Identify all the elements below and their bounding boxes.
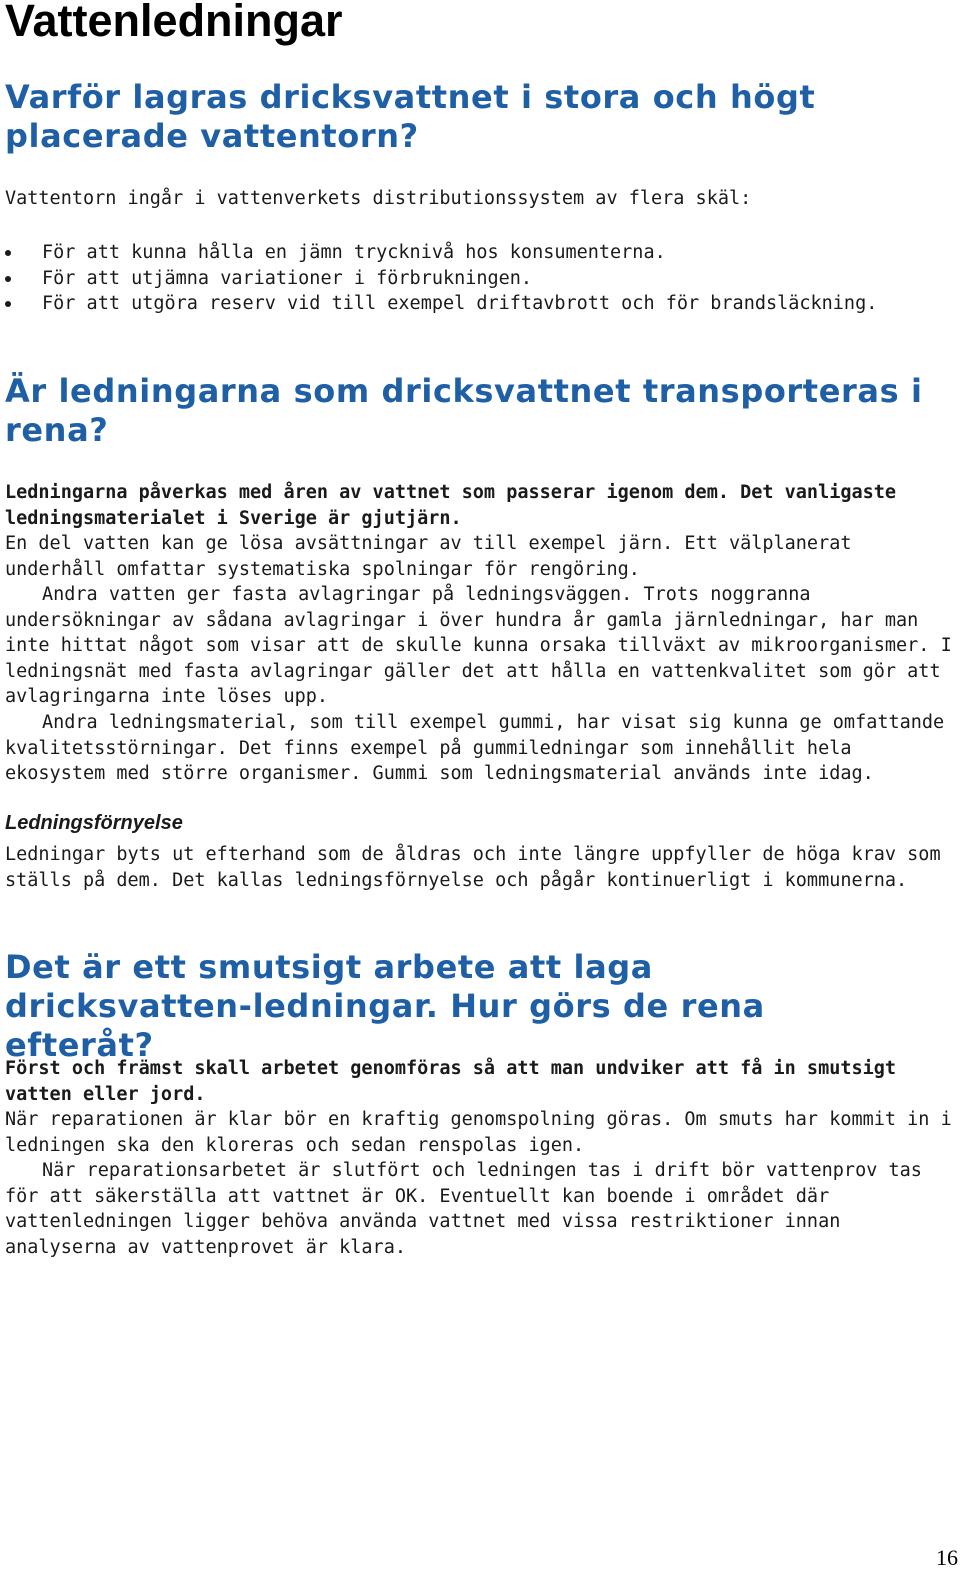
bullet-icon bbox=[5, 276, 11, 282]
reasons-list bbox=[5, 240, 877, 317]
section-heading-repair: Det är ett smutsigt arbete att laga dricksvatten-ledningar. Hur görs de rena efteråt? bbox=[5, 948, 765, 1064]
section-heading-pipes-clean: Är ledningarna som dricksvattnet transporteras i rena? bbox=[5, 372, 923, 449]
list-item: För att utjämna variationer i förbrukningen. bbox=[5, 266, 877, 292]
section-lead: Först och främst skall arbetet genomföras så att man undviker att få in smutsigt vatten eller jord. bbox=[5, 1058, 897, 1105]
bullet-icon bbox=[5, 250, 11, 256]
page-number: 16 bbox=[936, 1545, 958, 1570]
section-lead: Ledningarna påverkas med åren av vattnet som passerar igenom dem. Det vanligaste ledningsmaterialet i Sverige är gjutjärn. bbox=[5, 482, 897, 529]
list-item: För att utgöra reserv vid till exempel driftavbrott och för brandsläckning. bbox=[5, 291, 877, 317]
section-heading-water-towers: Varför lagras dricksvattnet i stora och högt placerade vattentorn? bbox=[5, 78, 816, 155]
paragraph: När reparationsarbetet är slutfört och ledningen tas i drift bör vattenprov tas för att säkerställa att vattnet är OK. Eventuellt kan boende i området där vattenledningen ligger behöva använda vattnet med vissa restriktioner innan analyserna av vattenprovet är klara. bbox=[5, 1160, 922, 1258]
paragraph: Ledningar byts ut efterhand som de åldras och inte längre uppfyller de höga krav som ställs på dem. Det kallas ledningsförnyelse och pågår kontinuerligt i kommunerna. bbox=[5, 844, 941, 891]
paragraph: En del vatten kan ge lösa avsättningar av till exempel järn. Ett välplanerat underhåll omfattar systematiska spolningar för rengöring. bbox=[5, 533, 852, 580]
subheading-renewal: Ledningsförnyelse bbox=[5, 812, 183, 834]
paragraph: När reparationen är klar bör en kraftig genomspolning göras. Om smuts har kommit in i ledningen ska den kloreras och sedan renspolas igen. bbox=[5, 1109, 952, 1156]
section-intro: Vattentorn ingår i vattenverkets distributionssystem av flera skäl: bbox=[5, 188, 752, 209]
page-title: Vattenledningar bbox=[5, 0, 343, 46]
list-item: För att kunna hålla en jämn trycknivå hos konsumenterna. bbox=[5, 240, 877, 266]
bullet-icon bbox=[5, 301, 11, 307]
paragraph: Andra vatten ger fasta avlagringar på ledningsväggen. Trots noggranna undersökningar av sådana avlagringar i över hundra år gamla järnledningar, har man inte hittat något som visar att de skulle kunna orsaka tillväxt av mikroorganismer. I ledningsnät med fasta avlagringar gäller det att hålla en vattenkvalitet som gör att avlagringarna inte löses upp. bbox=[5, 584, 952, 707]
paragraph: Andra ledningsmaterial, som till exempel gummi, har visat sig kunna ge omfattande kvalitetsstörningar. Det finns exempel på gummiledningar som innehållit hela ekosystem med större organismer. Gummi som ledningsmaterial används inte idag. bbox=[5, 712, 945, 784]
